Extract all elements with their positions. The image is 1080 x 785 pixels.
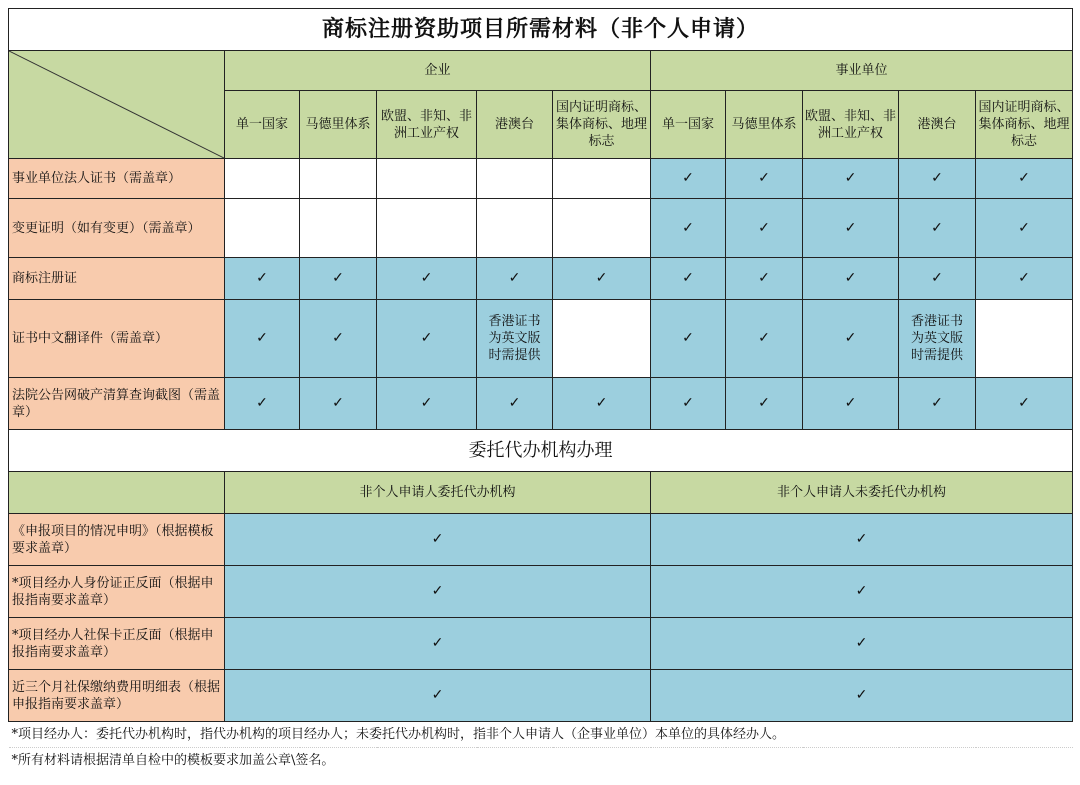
check-mark: ✓ xyxy=(477,378,553,430)
check-mark: ✓ xyxy=(651,566,1073,618)
empty-cell xyxy=(377,199,477,258)
col-header: 马德里体系 xyxy=(300,91,377,159)
col-header: 港澳台 xyxy=(477,91,553,159)
check-mark: ✓ xyxy=(553,258,651,300)
check-mark: ✓ xyxy=(899,159,976,199)
check-mark: ✓ xyxy=(976,378,1073,430)
corner-cell xyxy=(9,51,225,159)
col-header: 单一国家 xyxy=(651,91,726,159)
row-label: 法院公告网破产清算查询截图（需盖章） xyxy=(9,378,225,430)
check-mark: ✓ xyxy=(803,199,899,258)
check-mark: ✓ xyxy=(899,258,976,300)
check-mark: ✓ xyxy=(300,300,377,378)
check-mark: ✓ xyxy=(976,258,1073,300)
empty-cell xyxy=(300,159,377,199)
check-mark: ✓ xyxy=(651,618,1073,670)
check-mark: ✓ xyxy=(651,300,726,378)
check-mark: ✓ xyxy=(225,258,300,300)
col-header: 单一国家 xyxy=(225,91,300,159)
col-header: 港澳台 xyxy=(899,91,976,159)
check-mark: ✓ xyxy=(899,378,976,430)
group-institution: 事业单位 xyxy=(651,51,1073,91)
col-header: 国内证明商标、集体商标、地理标志 xyxy=(553,91,651,159)
col-entrusted: 非个人申请人委托代办机构 xyxy=(225,472,651,514)
check-mark: ✓ xyxy=(225,300,300,378)
col-header: 欧盟、非知、非洲工业产权 xyxy=(803,91,899,159)
check-mark: ✓ xyxy=(377,300,477,378)
footnote-seal: *所有材料请根据清单自检中的模板要求加盖公章\签名。 xyxy=(9,748,1073,774)
check-mark: ✓ xyxy=(225,618,651,670)
agency-row-label: 《申报项目的情况申明》（根据模板要求盖章） xyxy=(9,514,225,566)
empty-cell xyxy=(553,159,651,199)
check-mark: ✓ xyxy=(651,258,726,300)
empty-cell xyxy=(377,159,477,199)
hk-note: 香港证书为英文版时需提供 xyxy=(899,300,976,378)
check-mark: ✓ xyxy=(726,258,803,300)
check-mark: ✓ xyxy=(899,199,976,258)
col-header: 马德里体系 xyxy=(726,91,803,159)
check-mark: ✓ xyxy=(726,378,803,430)
footnote-agent: *项目经办人：委托代办机构时，指代办机构的项目经办人；未委托代办机构时，指非个人申请人（企事业单位）本单位的具体经办人。 xyxy=(9,722,1073,748)
agency-row-label: *项目经办人身份证正反面（根据申报指南要求盖章） xyxy=(9,566,225,618)
check-mark: ✓ xyxy=(300,258,377,300)
diagonal-line-icon xyxy=(9,51,224,158)
check-mark: ✓ xyxy=(651,199,726,258)
check-mark: ✓ xyxy=(225,514,651,566)
agency-corner xyxy=(9,472,225,514)
agency-row-label: *项目经办人社保卡正反面（根据申报指南要求盖章） xyxy=(9,618,225,670)
hk-note: 香港证书为英文版时需提供 xyxy=(477,300,553,378)
check-mark: ✓ xyxy=(553,378,651,430)
check-mark: ✓ xyxy=(225,378,300,430)
check-mark: ✓ xyxy=(377,258,477,300)
check-mark: ✓ xyxy=(300,378,377,430)
check-mark: ✓ xyxy=(976,199,1073,258)
check-mark: ✓ xyxy=(803,300,899,378)
check-mark: ✓ xyxy=(726,300,803,378)
empty-cell xyxy=(225,159,300,199)
check-mark: ✓ xyxy=(377,378,477,430)
check-mark: ✓ xyxy=(477,258,553,300)
materials-table xyxy=(8,8,1073,774)
check-mark: ✓ xyxy=(651,378,726,430)
col-header: 国内证明商标、集体商标、地理标志 xyxy=(976,91,1073,159)
empty-cell xyxy=(477,199,553,258)
check-mark: ✓ xyxy=(651,670,1073,722)
check-mark: ✓ xyxy=(803,159,899,199)
check-mark: ✓ xyxy=(225,670,651,722)
check-mark: ✓ xyxy=(803,378,899,430)
col-not-entrusted: 非个人申请人未委托代办机构 xyxy=(651,472,1073,514)
empty-cell xyxy=(976,300,1073,378)
check-mark: ✓ xyxy=(726,199,803,258)
row-label: 变更证明（如有变更）（需盖章） xyxy=(9,199,225,258)
agency-row-label: 近三个月社保缴纳费用明细表（根据申报指南要求盖章） xyxy=(9,670,225,722)
empty-cell xyxy=(553,199,651,258)
empty-cell xyxy=(477,159,553,199)
row-label: 证书中文翻译件（需盖章） xyxy=(9,300,225,378)
empty-cell xyxy=(225,199,300,258)
check-mark: ✓ xyxy=(651,159,726,199)
empty-cell xyxy=(553,300,651,378)
check-mark: ✓ xyxy=(651,514,1073,566)
check-mark: ✓ xyxy=(225,566,651,618)
row-label: 事业单位法人证书（需盖章） xyxy=(9,159,225,199)
row-label: 商标注册证 xyxy=(9,258,225,300)
section-title: 委托代办机构办理 xyxy=(9,430,1073,472)
group-enterprise: 企业 xyxy=(225,51,651,91)
empty-cell xyxy=(300,199,377,258)
check-mark: ✓ xyxy=(803,258,899,300)
page-title: 商标注册资助项目所需材料（非个人申请） xyxy=(9,9,1073,51)
check-mark: ✓ xyxy=(976,159,1073,199)
col-header: 欧盟、非知、非洲工业产权 xyxy=(377,91,477,159)
check-mark: ✓ xyxy=(726,159,803,199)
